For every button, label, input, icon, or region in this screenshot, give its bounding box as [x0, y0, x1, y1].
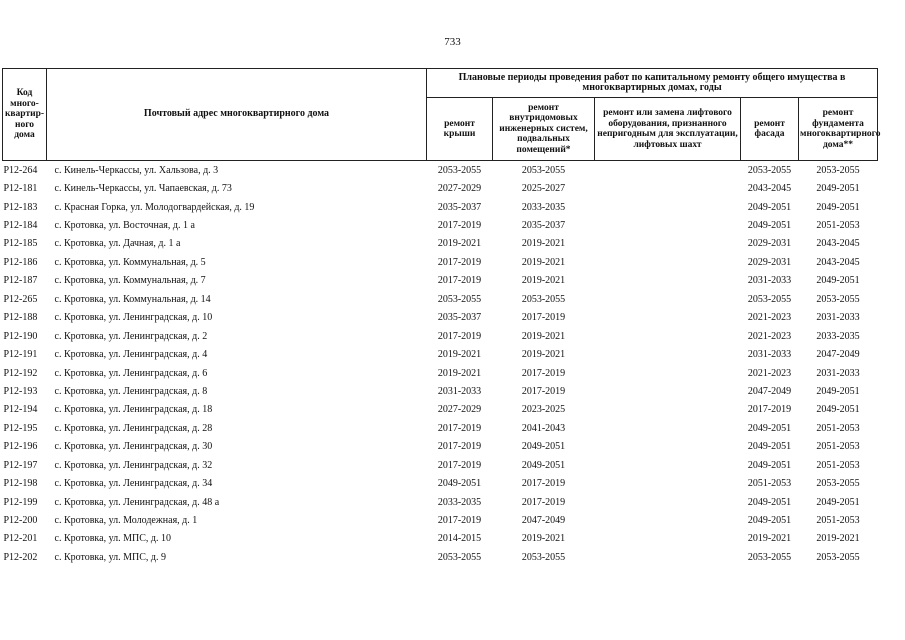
cell-code: Р12-185 [3, 238, 38, 250]
header-elevator: ремонт или замена лифтового оборудования, признанного непригодным для эксплуатации, лифтовых шахт [595, 98, 741, 161]
cell-engineering: 2053-2055 [521, 551, 566, 563]
cell-elevator [595, 179, 741, 197]
cell-roof: 2017-2019 [437, 422, 482, 434]
table-row [3, 272, 878, 290]
cell-roof: 2017-2019 [437, 256, 482, 268]
cell-engineering: 2035-2037 [521, 220, 566, 232]
cell-address: с. Кротовка, ул. Ленинградская, д. 10 [54, 312, 213, 324]
cell-foundation: 2051-2053 [816, 220, 860, 232]
cell-foundation: 2053-2055 [799, 161, 878, 180]
cell-code: Р12-200 [3, 515, 38, 527]
table-row [3, 345, 878, 363]
page-number: 733 [444, 36, 461, 48]
cell-roof: 2035-2037 [437, 201, 482, 213]
table-row [3, 235, 878, 253]
cell-facade: 2029-2031 [747, 256, 792, 268]
cell-engineering: 2023-2025 [521, 404, 566, 416]
cell-foundation: 2051-2053 [816, 422, 860, 434]
cell-elevator [595, 345, 741, 363]
table-row [3, 530, 878, 548]
cell-engineering: 2019-2021 [521, 256, 566, 268]
cell-roof: 2031-2033 [437, 385, 482, 397]
cell-foundation: 2043-2045 [816, 238, 860, 250]
cell-engineering: 2049-2051 [521, 441, 566, 453]
cell-facade: 2049-2051 [747, 201, 792, 213]
cell-foundation: 2031-2033 [816, 367, 860, 379]
cell-engineering: 2053-2055 [493, 161, 595, 180]
table-row [3, 511, 878, 529]
cell-code: Р12-184 [3, 220, 38, 232]
cell-address: с. Кротовка, ул. Ленинградская, д. 4 [54, 349, 208, 361]
cell-code: Р12-193 [3, 385, 38, 397]
table-row [3, 401, 878, 419]
cell-elevator [595, 493, 741, 511]
cell-code: Р12-202 [3, 551, 38, 563]
table-row [3, 198, 878, 216]
header-address: Почтовый адрес многоквартирного дома [47, 69, 427, 161]
cell-facade: 2021-2023 [747, 367, 792, 379]
cell-address: с. Кротовка, ул. Коммунальная, д. 7 [54, 275, 206, 287]
cell-roof: 2014-2015 [437, 533, 482, 545]
cell-address: с. Кротовка, ул. Ленинградская, д. 2 [54, 330, 208, 342]
cell-foundation: 2019-2021 [816, 533, 860, 545]
cell-facade: 2049-2051 [747, 459, 792, 471]
cell-facade: 2017-2019 [747, 404, 792, 416]
cell-code: Р12-194 [3, 404, 38, 416]
cell-elevator [595, 327, 741, 345]
cell-address: с. Кротовка, ул. Ленинградская, д. 32 [54, 459, 213, 471]
table-row [3, 419, 878, 437]
cell-elevator [595, 382, 741, 400]
cell-foundation: 2049-2051 [816, 385, 860, 397]
cell-address: с. Кротовка, ул. Коммунальная, д. 14 [54, 293, 211, 305]
cell-code: Р12-190 [3, 330, 38, 342]
cell-elevator [595, 456, 741, 474]
cell-elevator [595, 161, 741, 180]
cell-elevator [595, 530, 741, 548]
cell-code: Р12-192 [3, 367, 38, 379]
header-planned-periods: Плановые периоды проведения работ по капитальному ремонту общего имущества в многоквартирных домах, годы [427, 69, 878, 98]
cell-foundation: 2049-2051 [816, 201, 860, 213]
cell-engineering: 2033-2035 [521, 201, 566, 213]
cell-foundation: 2031-2033 [816, 312, 860, 324]
cell-facade: 2043-2045 [747, 183, 792, 195]
cell-facade: 2049-2051 [747, 422, 792, 434]
cell-address: с. Кротовка, ул. Ленинградская, д. 28 [54, 422, 213, 434]
cell-roof: 2017-2019 [437, 220, 482, 232]
cell-facade: 2053-2055 [747, 551, 792, 563]
cell-engineering: 2019-2021 [521, 349, 566, 361]
table-row [3, 161, 878, 180]
table-row [3, 438, 878, 456]
cell-facade: 2031-2033 [747, 349, 792, 361]
table-row [3, 179, 878, 197]
cell-facade: 2049-2051 [747, 496, 792, 508]
table-body [3, 161, 878, 567]
cell-roof: 2027-2029 [437, 404, 482, 416]
header-code: Код много-квартир-ного дома [3, 69, 47, 161]
cell-elevator [595, 474, 741, 492]
cell-code: Р12-186 [3, 256, 38, 268]
cell-address: с. Кротовка, ул. МПС, д. 10 [54, 533, 172, 545]
table-row [3, 493, 878, 511]
cell-roof: 2049-2051 [437, 478, 482, 490]
cell-roof: 2019-2021 [437, 238, 482, 250]
cell-engineering: 2017-2019 [521, 312, 566, 324]
cell-foundation: 2051-2053 [816, 441, 860, 453]
cell-elevator [595, 290, 741, 308]
cell-address: с. Кротовка, ул. Ленинградская, д. 6 [54, 367, 208, 379]
cell-facade: 2053-2055 [741, 161, 799, 180]
cell-address: с. Кротовка, ул. Коммунальная, д. 5 [54, 256, 206, 268]
header-roof: ремонт крыши [427, 98, 493, 161]
cell-roof: 2019-2021 [437, 349, 482, 361]
cell-engineering: 2049-2051 [521, 459, 566, 471]
cell-engineering: 2025-2027 [521, 183, 566, 195]
cell-code: Р12-199 [3, 496, 38, 508]
cell-facade: 2049-2051 [747, 441, 792, 453]
cell-roof: 2017-2019 [437, 441, 482, 453]
cell-address: с. Кинель-Черкассы, ул. Хальзова, д. 3 [47, 161, 427, 180]
cell-engineering: 2017-2019 [521, 385, 566, 397]
cell-code: Р12-198 [3, 478, 38, 490]
cell-elevator [595, 364, 741, 382]
cell-address: с. Кротовка, ул. Ленинградская, д. 8 [54, 385, 208, 397]
cell-roof: 2017-2019 [437, 275, 482, 287]
cell-address: с. Красная Горка, ул. Молодогвардейская, д. 19 [54, 201, 255, 213]
cell-foundation: 2033-2035 [816, 330, 860, 342]
cell-roof: 2033-2035 [437, 496, 482, 508]
cell-code: Р12-201 [3, 533, 38, 545]
cell-roof: 2019-2021 [437, 367, 482, 379]
cell-address: с. Кротовка, ул. Ленинградская, д. 48 а [54, 496, 220, 508]
cell-address: с. Кротовка, ул. Молодежная, д. 1 [54, 515, 198, 527]
table-row [3, 290, 878, 308]
header-foundation: ремонт фундамента многоквартирного дома** [799, 98, 878, 161]
cell-elevator [595, 198, 741, 216]
cell-foundation: 2053-2055 [816, 478, 860, 490]
cell-address: с. Кротовка, ул. Ленинградская, д. 18 [54, 404, 213, 416]
cell-code: Р12-197 [3, 459, 38, 471]
cell-code: Р12-264 [3, 161, 47, 180]
cell-roof: 2027-2029 [437, 183, 482, 195]
cell-facade: 2021-2023 [747, 312, 792, 324]
table-row [3, 456, 878, 474]
cell-facade: 2031-2033 [747, 275, 792, 287]
table-row [3, 309, 878, 327]
table-row [3, 364, 878, 382]
cell-roof: 2017-2019 [437, 330, 482, 342]
cell-engineering: 2019-2021 [521, 275, 566, 287]
cell-roof: 2017-2019 [437, 515, 482, 527]
cell-foundation: 2049-2051 [816, 183, 860, 195]
header-facade: ремонт фасада [741, 98, 799, 161]
cell-elevator [595, 309, 741, 327]
cell-engineering: 2017-2019 [521, 478, 566, 490]
cell-roof: 2053-2055 [437, 293, 482, 305]
cell-facade: 2049-2051 [747, 515, 792, 527]
cell-address: с. Кротовка, ул. МПС, д. 9 [54, 551, 167, 563]
cell-roof: 2053-2055 [437, 551, 482, 563]
cell-engineering: 2019-2021 [521, 330, 566, 342]
cell-elevator [595, 548, 741, 566]
table-row [3, 327, 878, 345]
cell-address: с. Кинель-Черкассы, ул. Чапаевская, д. 73 [54, 183, 232, 195]
table-row [3, 474, 878, 492]
cell-foundation: 2051-2053 [816, 515, 860, 527]
cell-engineering: 2041-2043 [521, 422, 566, 434]
cell-foundation: 2043-2045 [816, 256, 860, 268]
cell-code: Р12-183 [3, 201, 38, 213]
cell-foundation: 2049-2051 [816, 275, 860, 287]
cell-elevator [595, 438, 741, 456]
cell-engineering: 2017-2019 [521, 496, 566, 508]
cell-facade: 2021-2023 [747, 330, 792, 342]
cell-elevator [595, 216, 741, 234]
cell-foundation: 2053-2055 [816, 551, 860, 563]
cell-foundation: 2053-2055 [816, 293, 860, 305]
cell-code: Р12-195 [3, 422, 38, 434]
cell-engineering: 2047-2049 [521, 515, 566, 527]
cell-elevator [595, 419, 741, 437]
cell-roof: 2035-2037 [437, 312, 482, 324]
cell-engineering: 2017-2019 [521, 367, 566, 379]
table-row [3, 253, 878, 271]
cell-address: с. Кротовка, ул. Дачная, д. 1 а [54, 238, 181, 250]
cell-foundation: 2047-2049 [816, 349, 860, 361]
cell-address: с. Кротовка, ул. Ленинградская, д. 30 [54, 441, 213, 453]
cell-facade: 2019-2021 [747, 533, 792, 545]
cell-code: Р12-187 [3, 275, 38, 287]
cell-facade: 2049-2051 [747, 220, 792, 232]
capital-repair-table [2, 68, 881, 567]
cell-code: Р12-196 [3, 441, 38, 453]
cell-address: с. Кротовка, ул. Ленинградская, д. 34 [54, 478, 213, 490]
cell-elevator [595, 272, 741, 290]
cell-facade: 2029-2031 [747, 238, 792, 250]
cell-code: Р12-181 [3, 183, 38, 195]
cell-elevator [595, 401, 741, 419]
table-row [3, 548, 878, 566]
cell-facade: 2053-2055 [747, 293, 792, 305]
cell-elevator [595, 235, 741, 253]
cell-code: Р12-191 [3, 349, 38, 361]
cell-elevator [595, 511, 741, 529]
cell-roof: 2053-2055 [427, 161, 493, 180]
cell-facade: 2047-2049 [747, 385, 792, 397]
table-row [3, 216, 878, 234]
cell-foundation: 2049-2051 [816, 496, 860, 508]
cell-foundation: 2049-2051 [816, 404, 860, 416]
table-row [3, 382, 878, 400]
cell-foundation: 2051-2053 [816, 459, 860, 471]
cell-engineering: 2019-2021 [521, 533, 566, 545]
cell-engineering: 2053-2055 [521, 293, 566, 305]
cell-facade: 2051-2053 [747, 478, 792, 490]
cell-roof: 2017-2019 [437, 459, 482, 471]
header-engineering: ремонт внутридомовых инженерных систем, подвальных помещений* [493, 98, 595, 161]
cell-code: Р12-265 [3, 293, 38, 305]
cell-code: Р12-188 [3, 312, 38, 324]
cell-elevator [595, 253, 741, 271]
cell-address: с. Кротовка, ул. Восточная, д. 1 а [54, 220, 195, 232]
cell-engineering: 2019-2021 [521, 238, 566, 250]
